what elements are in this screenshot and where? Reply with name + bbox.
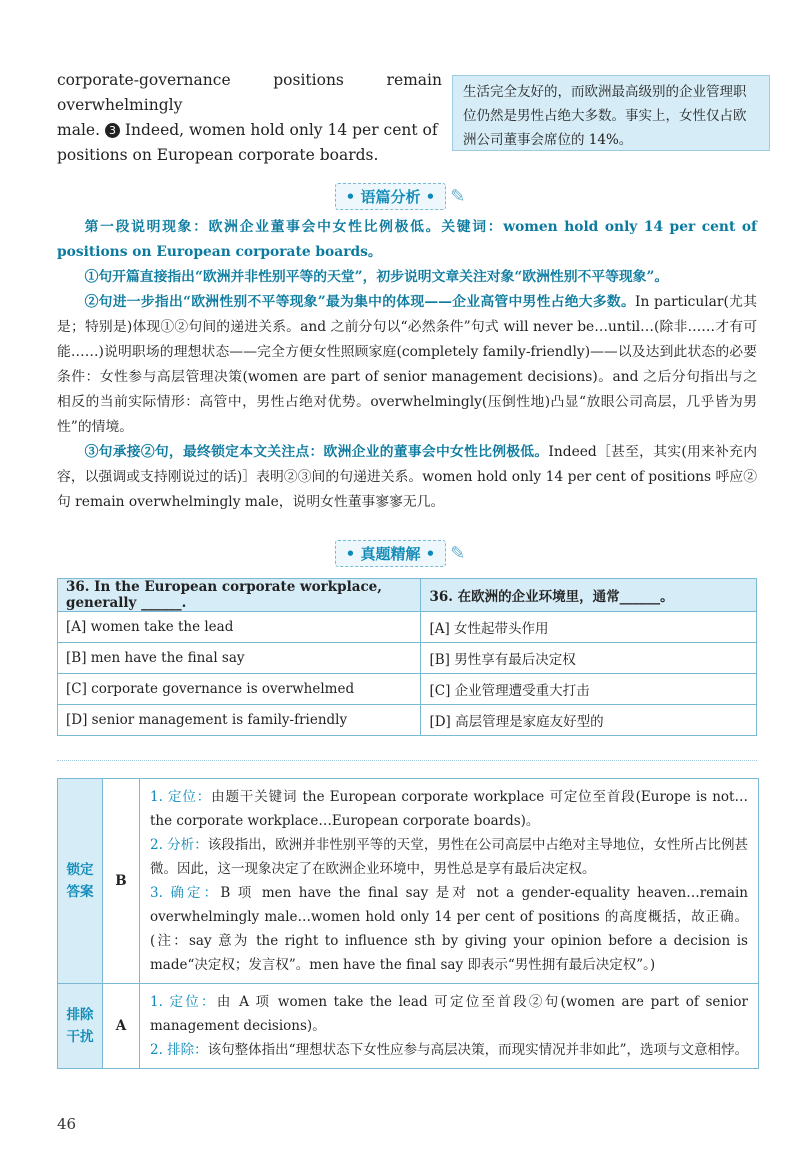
exclude-point-1 bbox=[150, 990, 748, 1038]
analysis-p3-highlight: ②句进一步指出“欧洲性别不平等现象”最为集中的体现——企业高管中男性占绝大多数。 bbox=[84, 294, 636, 310]
answer-explanation-box bbox=[57, 778, 759, 1069]
lock-point-1-text: 由题干关键词 the European corporate workplace 可定位至首段(Europe is not…the corporate workplace…European corporate boards)。 bbox=[150, 789, 748, 829]
option-en: [B] men have the final say bbox=[58, 643, 421, 674]
discourse-analysis bbox=[57, 215, 757, 515]
exclude-point-1-num: 1. 定位： bbox=[150, 994, 217, 1010]
answer-lock-label: 锁定答案 bbox=[58, 779, 103, 983]
analysis-p4-body: Indeed［甚至，其实(用来补充内容，以强调或支持刚说过的话)］表明②③间的句递进关系。women hold only 14 per cent of positions 呼应②句 remain overwhelmingly male，说明女性董事寥寥无几。 bbox=[57, 444, 757, 510]
section-title-text: • 真题精解 • bbox=[335, 540, 447, 567]
option-en: [A] women take the lead bbox=[58, 612, 421, 643]
lock-point-2-num: 2. 分析： bbox=[150, 837, 208, 853]
answer-exclude-row bbox=[58, 984, 758, 1068]
analysis-paragraph-1: 第一段说明现象：欧洲企业董事会中女性比例极低。关键词：women hold only 14 per cent of positions on European corporate boards。 bbox=[57, 219, 757, 260]
question-stem-cn: 36. 在欧洲的企业环境里，通常______。 bbox=[421, 579, 757, 612]
translation-box: 生活完全友好的，而欧洲最高级别的企业管理职位仍然是男性占绝大多数。事实上，女性仅占欧洲公司董事会席位的 14%。 bbox=[452, 75, 770, 151]
pen-icon: ✎ bbox=[450, 543, 466, 564]
analysis-p4-highlight: ③句承接②句，最终锁定本文关注点：欧洲企业的董事会中女性比例极低。 bbox=[84, 444, 549, 460]
option-en: [D] senior management is family-friendly bbox=[58, 705, 421, 736]
exclude-point-2-text: 该句整体指出“理想状态下女性应参与高层决策，而现实情况并非如此”，选项与文意相悖。 bbox=[207, 1042, 748, 1058]
lock-point-1-num: 1. 定位： bbox=[150, 789, 212, 805]
answer-exclude-label: 排除干扰 bbox=[58, 984, 103, 1068]
option-cn: [B] 男性享有最后决定权 bbox=[421, 643, 757, 674]
section-title-text: • 语篇分析 • bbox=[335, 183, 447, 210]
lock-point-1 bbox=[150, 785, 748, 833]
answer-lock-row bbox=[58, 779, 758, 984]
lock-point-3 bbox=[150, 881, 748, 977]
question-stem-en: 36. In the European corporate workplace, generally ______. bbox=[58, 579, 421, 612]
lock-point-3-text: B 项 men have the final say 是对 not a gender-equality heaven…remain overwhelmingly male…women hold only 14 per cent of positions 的高度概括，故正确。(注：say 意为 the right to influence sth by giving your opinion before a decision is made“决定权；发言权”。men have the final say 即表示“男性拥有最后决定权”。) bbox=[150, 885, 748, 973]
page-number: 46 bbox=[57, 1115, 77, 1133]
pen-icon: ✎ bbox=[450, 186, 466, 207]
passage-line-1: corporate-governance positions remain overwhelmingly bbox=[57, 71, 442, 114]
lock-point-2-text: 该段指出，欧洲并非性别平等的天堂，男性在公司高层中占绝对主导地位，女性所占比例甚微。因此，这一现象决定了在欧洲企业环境中，男性总是享有最后决定权。 bbox=[150, 837, 748, 877]
answer-lock-letter: B bbox=[103, 779, 140, 983]
analysis-paragraph-4 bbox=[57, 440, 757, 515]
question-table bbox=[57, 578, 757, 736]
dotted-divider bbox=[57, 760, 757, 761]
option-row bbox=[58, 612, 757, 643]
option-row bbox=[58, 705, 757, 736]
option-cn: [C] 企业管理遭受重大打击 bbox=[421, 674, 757, 705]
answer-exclude-body bbox=[140, 984, 758, 1068]
analysis-paragraph-3 bbox=[57, 290, 757, 440]
passage-line-2b: Indeed, women hold only 14 per cent of bbox=[124, 121, 438, 139]
passage-line-3: positions on European corporate boards. bbox=[57, 146, 379, 164]
exclude-point-2-num: 2. 排除： bbox=[150, 1042, 208, 1058]
option-cn: [D] 高层管理是家庭友好型的 bbox=[421, 705, 757, 736]
lock-point-2 bbox=[150, 833, 748, 881]
analysis-p3-body: In particular(尤其是；特别是)体现①②句间的递进关系。and 之前分句以“必然条件”句式 will never be…until…(除非……才有可能……)说明职场的理想状态——完全方便女性照顾家庭(completely family-friendly)——以及达到此状态的必要条件：女性参与高层管理决策(women are part of senior management decisions)。and 之后分句指出与之相反的当前实际情形：高管中，男性占绝对优势。overwhelmingly(压倒性地)凸显“放眼公司高层，几乎皆为男性”的情境。 bbox=[57, 294, 757, 435]
question-stem-row bbox=[58, 579, 757, 612]
section-title-discourse bbox=[0, 183, 800, 210]
section-title-questions bbox=[0, 540, 800, 567]
sentence-marker-3: 3 bbox=[105, 123, 120, 138]
answer-exclude-letter: A bbox=[103, 984, 140, 1068]
analysis-paragraph-2: ①句开篇直接指出“欧洲并非性别平等的天堂”，初步说明文章关注对象“欧洲性别不平等现象”。 bbox=[84, 269, 669, 285]
option-row bbox=[58, 674, 757, 705]
option-en: [C] corporate governance is overwhelmed bbox=[58, 674, 421, 705]
option-row bbox=[58, 643, 757, 674]
answer-lock-body bbox=[140, 779, 758, 983]
exclude-point-1-text: 由 A 项 women take the lead 可定位至首段②句(women are part of senior management decisions)。 bbox=[150, 994, 748, 1034]
exclude-point-2 bbox=[150, 1038, 748, 1062]
lock-point-3-num: 3. 确定： bbox=[150, 885, 221, 901]
passage-excerpt bbox=[57, 68, 442, 168]
option-cn: [A] 女性起带头作用 bbox=[421, 612, 757, 643]
passage-line-2a: male. bbox=[57, 121, 100, 139]
